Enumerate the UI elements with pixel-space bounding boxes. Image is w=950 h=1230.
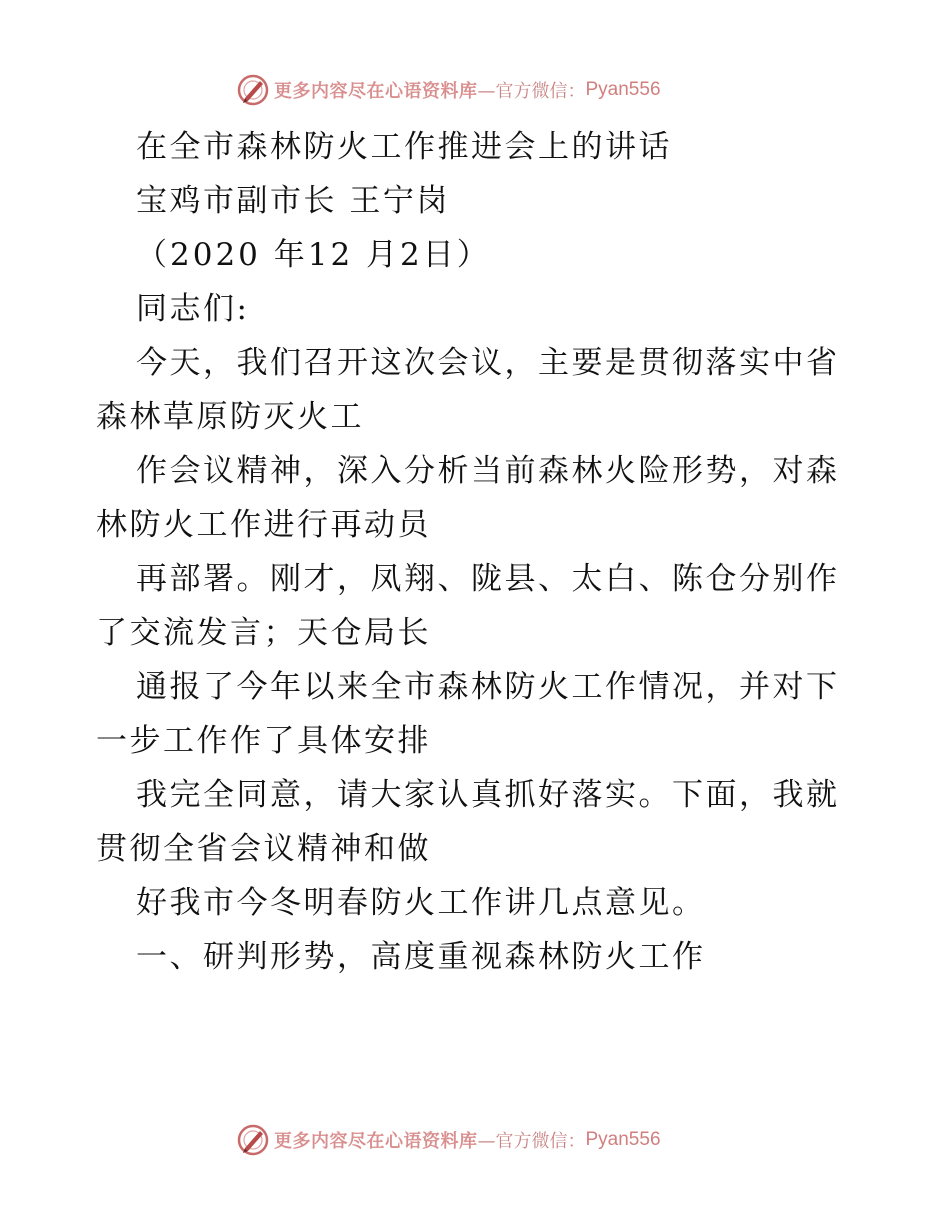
doc-line: 森林草原防灭火工	[96, 399, 364, 435]
doc-line: 贯彻全省会议精神和做	[96, 831, 431, 867]
doc-line: 再部署。刚才，凤翔、陇县、太白、陈仓分别作	[136, 561, 840, 597]
doc-salutation: 同志们:	[136, 291, 250, 327]
doc-line: 我完全同意，请大家认真抓好落实。下面，我就	[136, 777, 840, 813]
doc-section-heading: 一、研判形势，高度重视森林防火工作	[136, 939, 706, 975]
doc-line: 了交流发言；天仓局长	[96, 615, 431, 651]
red-pen-circle-logo-icon	[236, 1123, 270, 1157]
watermark-sub-text: —官方微信：	[477, 1131, 586, 1152]
doc-title: 在全市森林防火工作推进会上的讲话	[136, 129, 672, 165]
doc-line: 好我市今冬明春防火工作讲几点意见。	[136, 885, 706, 921]
watermark-wechat-id: Pyan556	[585, 1129, 661, 1150]
watermark-main-text: 更多内容尽在心语资料库	[274, 81, 478, 102]
watermark-footer	[236, 1122, 661, 1158]
red-pen-circle-logo-icon	[236, 73, 270, 107]
doc-line: 今天，我们召开这次会议，主要是贯彻落实中省	[136, 345, 840, 381]
doc-line: 一步工作作了具体安排	[96, 723, 431, 759]
watermark-wechat-id: Pyan556	[585, 79, 661, 100]
watermark-main-text: 更多内容尽在心语资料库	[274, 1131, 478, 1152]
watermark-sub-text: —官方微信：	[477, 81, 586, 102]
doc-speaker: 宝鸡市副市长 王宁岗	[136, 183, 450, 219]
doc-date: （2020 年12 月2日）	[136, 237, 491, 273]
doc-line: 林防火工作进行再动员	[96, 507, 431, 543]
document-body	[96, 120, 856, 984]
doc-line: 通报了今年以来全市森林防火工作情况，并对下	[136, 669, 840, 705]
doc-line: 作会议精神，深入分析当前森林火险形势，对森	[136, 453, 840, 489]
watermark-header	[236, 72, 661, 108]
